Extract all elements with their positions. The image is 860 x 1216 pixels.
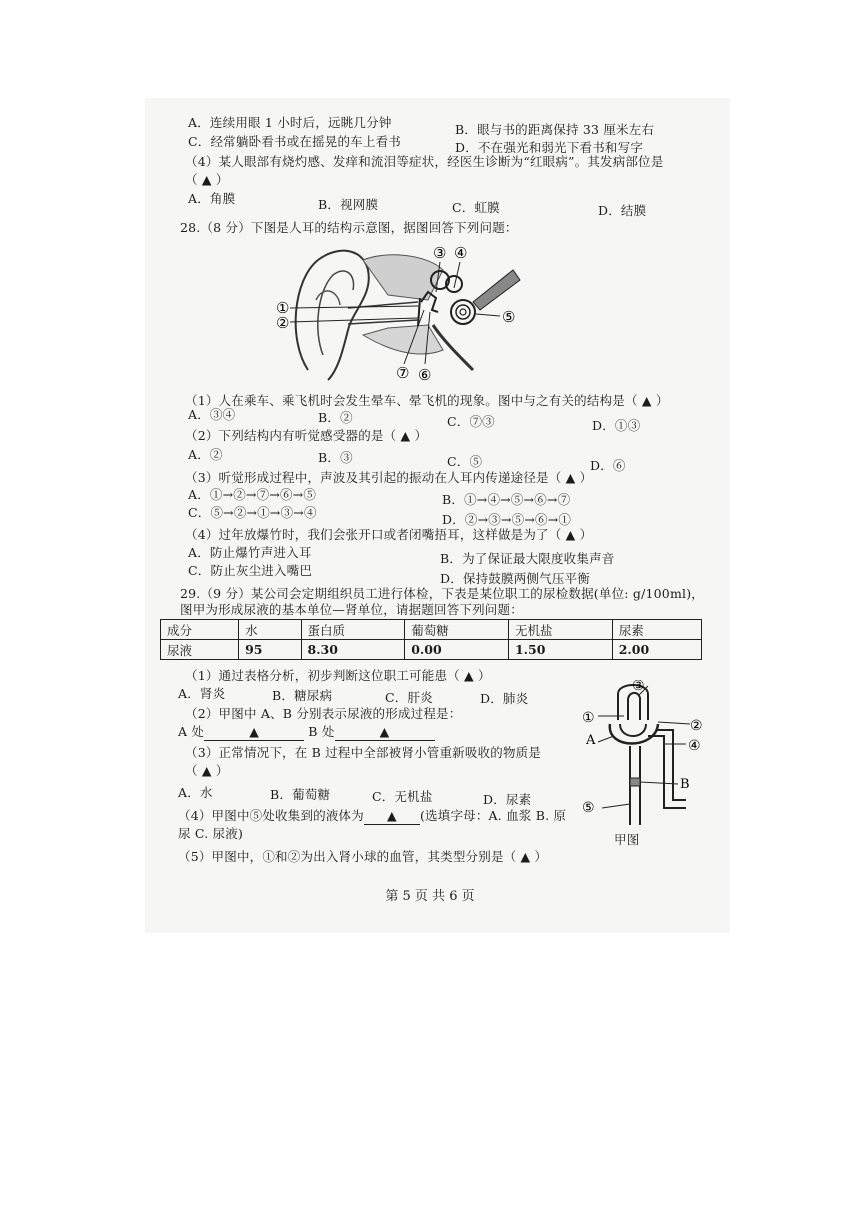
table-cell: 成分 bbox=[161, 620, 239, 640]
q28-4-option-a: A．防止爆竹声进入耳 bbox=[188, 545, 312, 560]
q29-3-option-b: B．葡萄糖 bbox=[270, 787, 331, 802]
ear-label-1: ① bbox=[276, 299, 290, 317]
ear-label-7: ⑦ bbox=[396, 364, 410, 382]
q28-1-option-b: B．② bbox=[318, 410, 353, 425]
nephron-label-2: ② bbox=[690, 718, 703, 734]
page-footer: 第 5 页 共 6 页 bbox=[385, 889, 475, 904]
q29-3-option-a: A．水 bbox=[178, 785, 213, 800]
ear-label-3: ③ bbox=[433, 244, 447, 262]
ear-label-2: ② bbox=[276, 314, 290, 332]
table-cell: 水 bbox=[239, 620, 301, 640]
ear-label-6: ⑥ bbox=[418, 366, 432, 384]
q29-4-text bbox=[178, 808, 566, 825]
q28-title: 28.（8 分）下图是人耳的结构示意图，据图回答下列问题： bbox=[180, 220, 518, 235]
table-cell: 8.30 bbox=[301, 640, 405, 660]
q29-2-answer-line bbox=[178, 724, 435, 741]
nephron-label-1: ① bbox=[582, 710, 595, 726]
q28-4-text: （4）过年放爆竹时，我们会张开口或者闭嘴捂耳，这样做是为了（ ▲ ） bbox=[185, 527, 593, 542]
ear-diagram bbox=[268, 240, 528, 386]
q27-option-d: D．不在强光和弱光下看书和写字 bbox=[455, 140, 644, 155]
q27-4-option-a: A．角膜 bbox=[188, 191, 236, 206]
q28-2-option-c: C．⑤ bbox=[447, 454, 483, 469]
q29-1-option-d: D．肺炎 bbox=[480, 691, 529, 706]
table-header-row bbox=[161, 620, 702, 640]
q28-3-text: （3）听觉形成过程中，声波及其引起的振动在人耳内传递途径是（ ▲ ） bbox=[185, 470, 593, 485]
table-cell: 葡萄糖 bbox=[405, 620, 509, 640]
q29-3-option-d: D．尿素 bbox=[483, 792, 532, 807]
q28-1-option-d: D．①③ bbox=[592, 418, 641, 433]
q27-option-b: B．眼与书的距离保持 33 厘米左右 bbox=[455, 122, 655, 137]
table-cell: 95 bbox=[239, 640, 301, 660]
q29-2-text: （2）甲图中 A、B 分别表示尿液的形成过程是： bbox=[185, 706, 462, 721]
q29-2-b-label: B 处 bbox=[308, 724, 335, 739]
q28-3-option-b: B．①→④→⑤→⑥→⑦ bbox=[442, 492, 571, 507]
ear-label-4: ④ bbox=[454, 244, 468, 262]
table-cell: 1.50 bbox=[508, 640, 612, 660]
q28-1-option-a: A．③④ bbox=[188, 407, 236, 422]
q29-1-option-c: C．肝炎 bbox=[385, 690, 433, 705]
table-cell: 尿液 bbox=[161, 640, 239, 660]
q29-2-a-blank[interactable]: ▲ bbox=[204, 724, 304, 741]
q27-option-a: A．连续用眼 1 小时后，远眺几分钟 bbox=[188, 115, 392, 130]
q29-4-options-cont: 尿 C. 尿液) bbox=[178, 826, 244, 841]
q28-2-option-b: B．③ bbox=[318, 450, 353, 465]
q29-4-options: (选填字母：A. 血浆 B. 原 bbox=[419, 808, 567, 823]
table-cell: 2.00 bbox=[612, 640, 701, 660]
q29-title-2: 图甲为形成尿液的基本单位—肾单位，请据题回答下列问题： bbox=[180, 602, 523, 617]
q28-2-option-d: D．⑥ bbox=[590, 458, 626, 473]
nephron-label-3: ③ bbox=[632, 680, 645, 694]
q27-4-option-c: C．虹膜 bbox=[452, 200, 500, 215]
q29-2-a-label: A 处 bbox=[178, 724, 205, 739]
urine-data-table bbox=[160, 619, 702, 660]
table-row bbox=[161, 640, 702, 660]
table-cell: 蛋白质 bbox=[301, 620, 405, 640]
q29-5-text: （5）甲图中，①和②为出入肾小球的血管，其类型分别是（ ▲ ） bbox=[178, 849, 548, 864]
q29-3-answer: （ ▲ ） bbox=[185, 763, 229, 778]
q29-4-prompt: （4）甲图中⑤处收集到的液体为 bbox=[178, 808, 364, 823]
q28-4-option-d: D．保持鼓膜两侧气压平衡 bbox=[440, 571, 590, 586]
nephron-label-b: B bbox=[680, 777, 690, 792]
q28-1-option-c: C．⑦③ bbox=[447, 414, 495, 429]
q29-1-option-b: B．糖尿病 bbox=[272, 688, 333, 703]
q27-4-text: （4）某人眼部有烧灼感、发痒和流泪等症状，经医生诊断为“红眼病”。其发病部位是 bbox=[185, 154, 664, 169]
q28-2-option-a: A．② bbox=[188, 447, 223, 462]
q28-3-option-c: C．⑤→②→①→③→④ bbox=[188, 505, 317, 520]
table-cell: 尿素 bbox=[612, 620, 701, 640]
ear-label-5: ⑤ bbox=[502, 308, 516, 326]
q29-1-option-a: A．肾炎 bbox=[178, 686, 226, 701]
q29-1-text: （1）通过表格分析，初步判断这位职工可能患（ ▲ ） bbox=[185, 668, 491, 683]
q27-4-answer: （ ▲ ） bbox=[185, 172, 229, 187]
table-cell: 无机盐 bbox=[508, 620, 612, 640]
q29-4-blank[interactable]: ▲ bbox=[364, 808, 420, 825]
q28-2-text: （2）下列结构内有听觉感受器的是（ ▲ ） bbox=[185, 428, 428, 443]
nephron-label-5: ⑤ bbox=[582, 800, 595, 816]
nephron-label-4: ④ bbox=[688, 738, 701, 754]
q29-2-b-blank[interactable]: ▲ bbox=[335, 724, 435, 741]
q29-3-option-c: C．无机盐 bbox=[372, 789, 433, 804]
q27-4-option-d: D．结膜 bbox=[598, 203, 647, 218]
q28-3-option-d: D．②→③→⑤→⑥→① bbox=[442, 512, 572, 527]
nephron-diagram bbox=[578, 680, 708, 830]
q29-title: 29.（9 分）某公司会定期组织员工进行体检，下表是某位职工的尿检数据(单位: g/100ml)， bbox=[180, 586, 704, 601]
q27-4-option-b: B．视网膜 bbox=[318, 197, 379, 212]
q27-option-c: C．经常躺卧看书或在摇晃的车上看书 bbox=[188, 134, 401, 149]
q28-3-option-a: A．①→②→⑦→⑥→⑤ bbox=[188, 487, 317, 502]
q28-4-option-b: B．为了保证最大限度收集声音 bbox=[440, 551, 615, 566]
q28-4-option-c: C．防止灰尘进入嘴巴 bbox=[188, 563, 313, 578]
table-cell: 0.00 bbox=[405, 640, 509, 660]
q29-3-text: （3）正常情况下，在 B 过程中全部被肾小管重新吸收的物质是 bbox=[185, 745, 542, 760]
figure-caption: 甲图 bbox=[614, 832, 640, 847]
q28-1-text: （1）人在乘车、乘飞机时会发生晕车、晕飞机的现象。图中与之有关的结构是（ ▲ ） bbox=[185, 393, 669, 408]
nephron-label-a: A bbox=[586, 733, 596, 748]
